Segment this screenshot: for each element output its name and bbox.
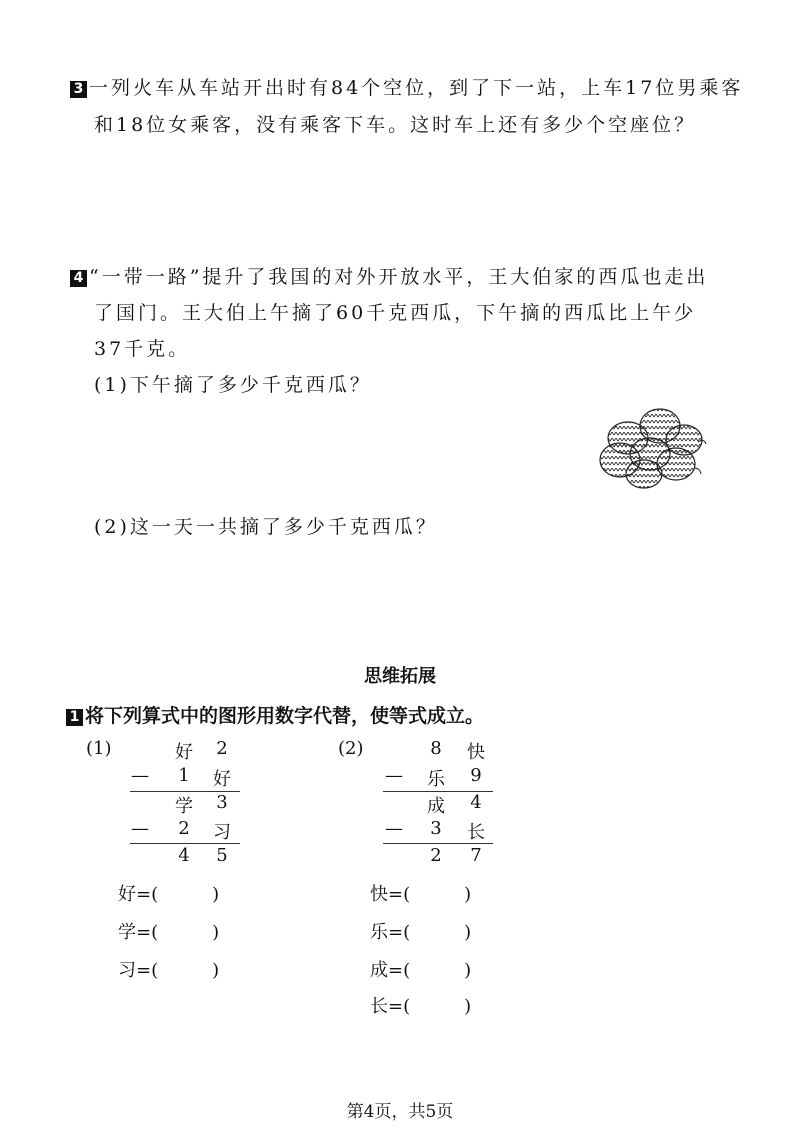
puzzle-cell: 4 <box>470 792 482 813</box>
page-footer: 第4页，共5页 <box>346 1102 454 1122</box>
answer-blank[interactable]: 乐=( ) <box>370 922 472 943</box>
sum-line <box>383 843 493 844</box>
minus-sign: — <box>131 765 149 786</box>
answer-blank[interactable]: 好=( ) <box>118 884 220 905</box>
problem-3-line-2: 和18位女乘客，没有乘客下车。这时车上还有多少个空座位？ <box>94 114 697 136</box>
problem-4-line-1: 4 “一带一路”提升了我国的对外开放水平，王大伯家的西瓜也走出 <box>70 262 708 289</box>
sum-line <box>130 843 240 844</box>
puzzle-cell: 3 <box>216 792 228 813</box>
puzzle-cell: 好 <box>175 742 193 763</box>
puzzle-cell: 快 <box>467 742 485 763</box>
puzzle-cell: 2 <box>178 818 190 839</box>
problem-4-line-2: 了国门。王大伯上午摘了60千克西瓜，下午摘的西瓜比上午少 <box>94 302 697 324</box>
puzzle-cell: 1 <box>178 765 190 786</box>
minus-sign: — <box>131 818 149 839</box>
puzzle-2-label: (2) <box>338 738 364 759</box>
problem-4-number: 4 <box>70 270 87 287</box>
problem-4-question-1: (1)下午摘了多少千克西瓜？ <box>94 374 372 396</box>
puzzle-cell: 7 <box>470 845 482 866</box>
answer-blank[interactable]: 快=( ) <box>370 884 472 905</box>
puzzle-cell: 乐 <box>427 769 445 790</box>
problem-4-line-3: 37千克。 <box>94 338 191 360</box>
puzzle-cell: 学 <box>175 796 193 817</box>
answer-blank[interactable]: 成=( ) <box>370 960 472 981</box>
puzzle-cell: 好 <box>213 769 231 790</box>
puzzle-cell: 2 <box>430 845 442 866</box>
problem-3-line-1: 3 一列火车从车站开出时有84个空位，到了下一站，上车17位男乘客 <box>70 73 743 100</box>
puzzle-cell: 8 <box>430 738 442 759</box>
puzzle-cell: 3 <box>430 818 442 839</box>
puzzle-cell: 成 <box>427 796 445 817</box>
watermelon-illustration <box>598 402 708 492</box>
problem-4-question-2: (2)这一天一共摘了多少千克西瓜？ <box>94 516 438 538</box>
puzzle-cell: 2 <box>216 738 228 759</box>
answer-blank[interactable]: 习=( ) <box>118 960 220 981</box>
puzzle-cell: 9 <box>470 765 482 786</box>
answer-blank[interactable]: 长=( ) <box>370 996 472 1017</box>
puzzle-cell: 习 <box>213 822 231 843</box>
problem-3-number: 3 <box>70 81 87 98</box>
task-1-number: 1 <box>66 709 83 726</box>
task-1-heading: 1 将下列算式中的图形用数字代替，使等式成立。 <box>66 701 484 728</box>
puzzle-cell: 长 <box>467 822 485 843</box>
puzzle-1-label: (1) <box>86 738 112 759</box>
section-title: 思维拓展 <box>364 666 436 687</box>
puzzle-cell: 5 <box>216 845 228 866</box>
minus-sign: — <box>385 818 403 839</box>
answer-blank[interactable]: 学=( ) <box>118 922 220 943</box>
puzzle-cell: 4 <box>178 845 190 866</box>
minus-sign: — <box>385 765 403 786</box>
